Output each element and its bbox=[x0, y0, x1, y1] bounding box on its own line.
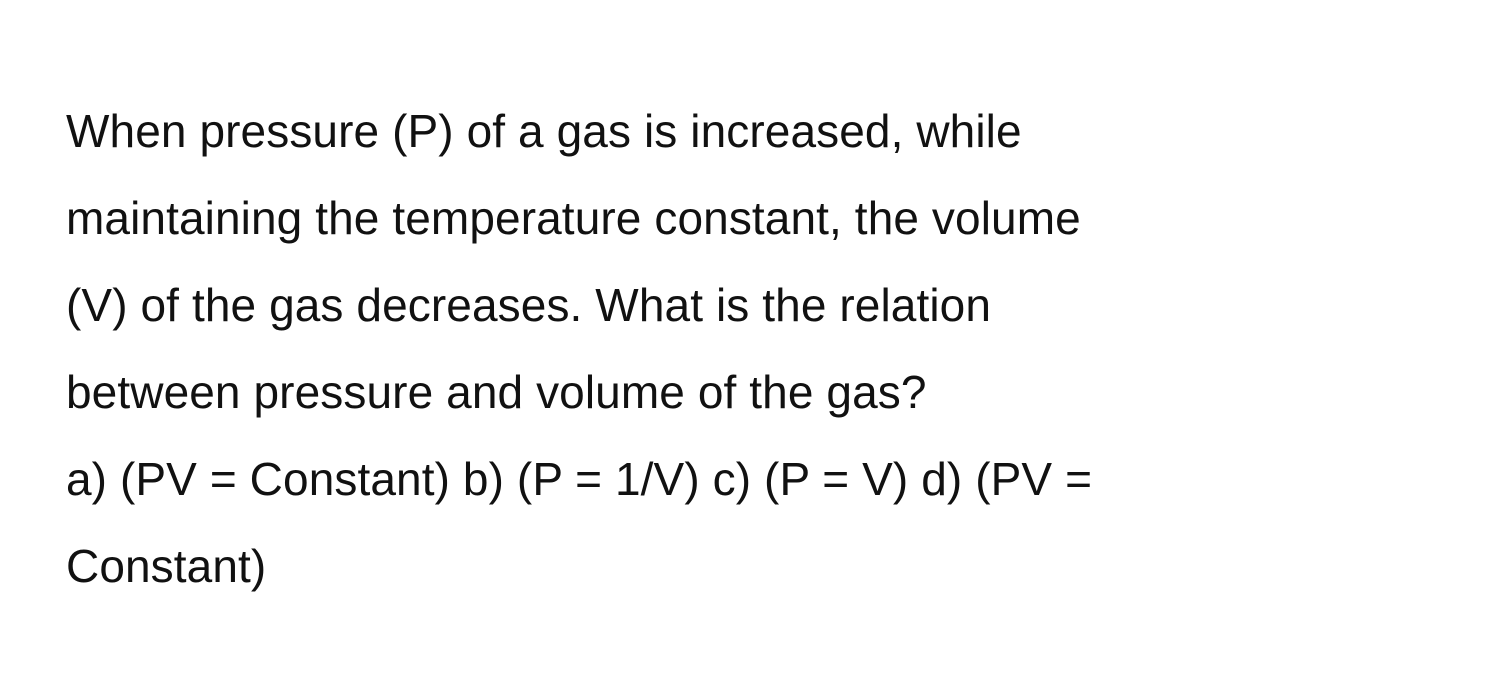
question-line-2: maintaining the temperature constant, the volume bbox=[66, 192, 1081, 244]
option-b: b) (P = 1/V) bbox=[462, 453, 700, 505]
option-d-continuation: Constant) bbox=[66, 540, 267, 592]
question-block bbox=[66, 88, 1446, 610]
option-c: c) (P = V) bbox=[712, 453, 909, 505]
option-a: a) (PV = Constant) bbox=[66, 453, 451, 505]
option-d-start: d) (PV = bbox=[921, 453, 1093, 505]
question-line-4: between pressure and volume of the gas? bbox=[66, 366, 927, 418]
question-line-3: (V) of the gas decreases. What is the relation bbox=[66, 279, 992, 331]
question-line-1: When pressure (P) of a gas is increased, while bbox=[66, 105, 1022, 157]
options-line bbox=[66, 436, 1446, 523]
